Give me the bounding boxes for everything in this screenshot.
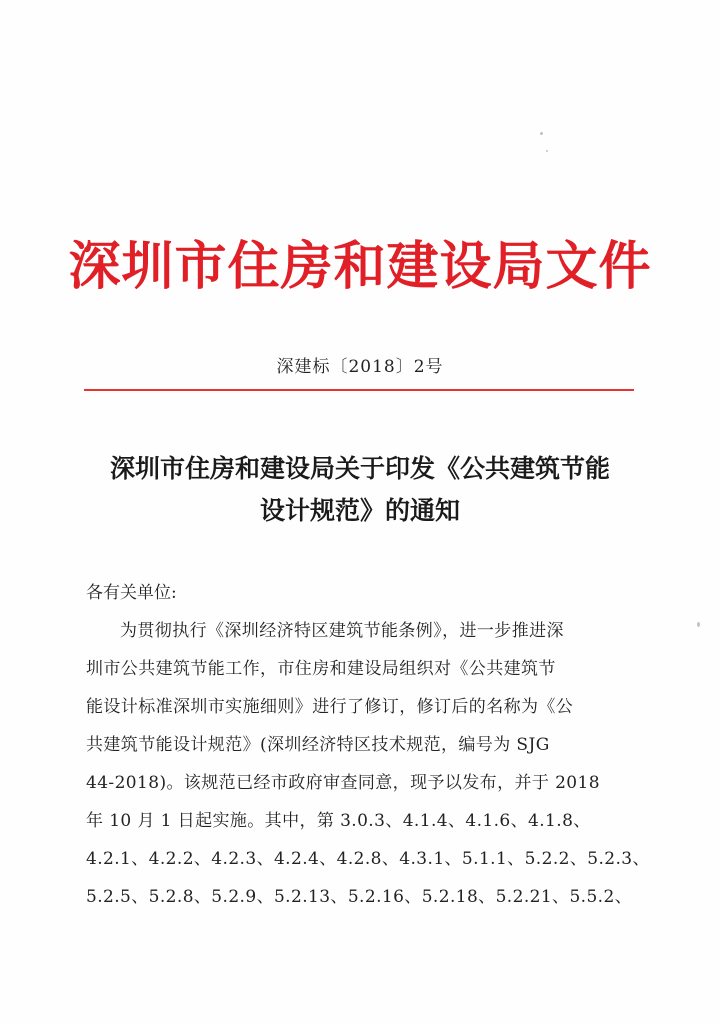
body-line: 为贯彻执行《深圳经济特区建筑节能条例》，进一步推进深 — [120, 621, 564, 641]
notice-title — [70, 448, 650, 532]
red-divider-line — [84, 389, 634, 391]
body-line: 能设计标准深圳市实施细则》进行了修订，修订后的名称为《公 — [86, 697, 574, 717]
scan-speck — [546, 150, 548, 152]
notice-title-line-1: 深圳市住房和建设局关于印发《公共建筑节能 — [109, 454, 610, 483]
body-line: 5.2.5、5.2.8、5.2.9、5.2.13、5.2.16、5.2.18、5.2.21、5.5.2、 — [86, 887, 633, 907]
body-line: 年 10 月 1 日起实施。其中，第 3.0.3、4.1.4、4.1.6、4.1.8、 — [86, 811, 591, 831]
body-paragraph — [86, 612, 650, 916]
body-line: 4.2.1、4.2.2、4.2.3、4.2.4、4.2.8、4.3.1、5.1.1、5.2.2、5.2.3、 — [86, 849, 650, 869]
body-line: 圳市公共建筑节能工作，市住房和建设局组织对《公共建筑节 — [86, 659, 556, 679]
scan-speck — [540, 132, 543, 135]
document-number: 深建标〔2018〕2号 — [276, 357, 444, 377]
issuer-header-title: 深圳市住房和建设局文件 — [68, 236, 652, 297]
notice-title-line-2: 设计规范》的通知 — [259, 496, 460, 525]
body-line: 共建筑节能设计规范》(深圳经济特区技术规范，编号为 SJG — [86, 735, 550, 755]
scan-speck — [697, 622, 700, 627]
salutation: 各有关单位: — [86, 583, 177, 603]
body-line: 44-2018)。该规范已经市政府审查同意，现予以发布，并于 2018 — [86, 773, 600, 793]
